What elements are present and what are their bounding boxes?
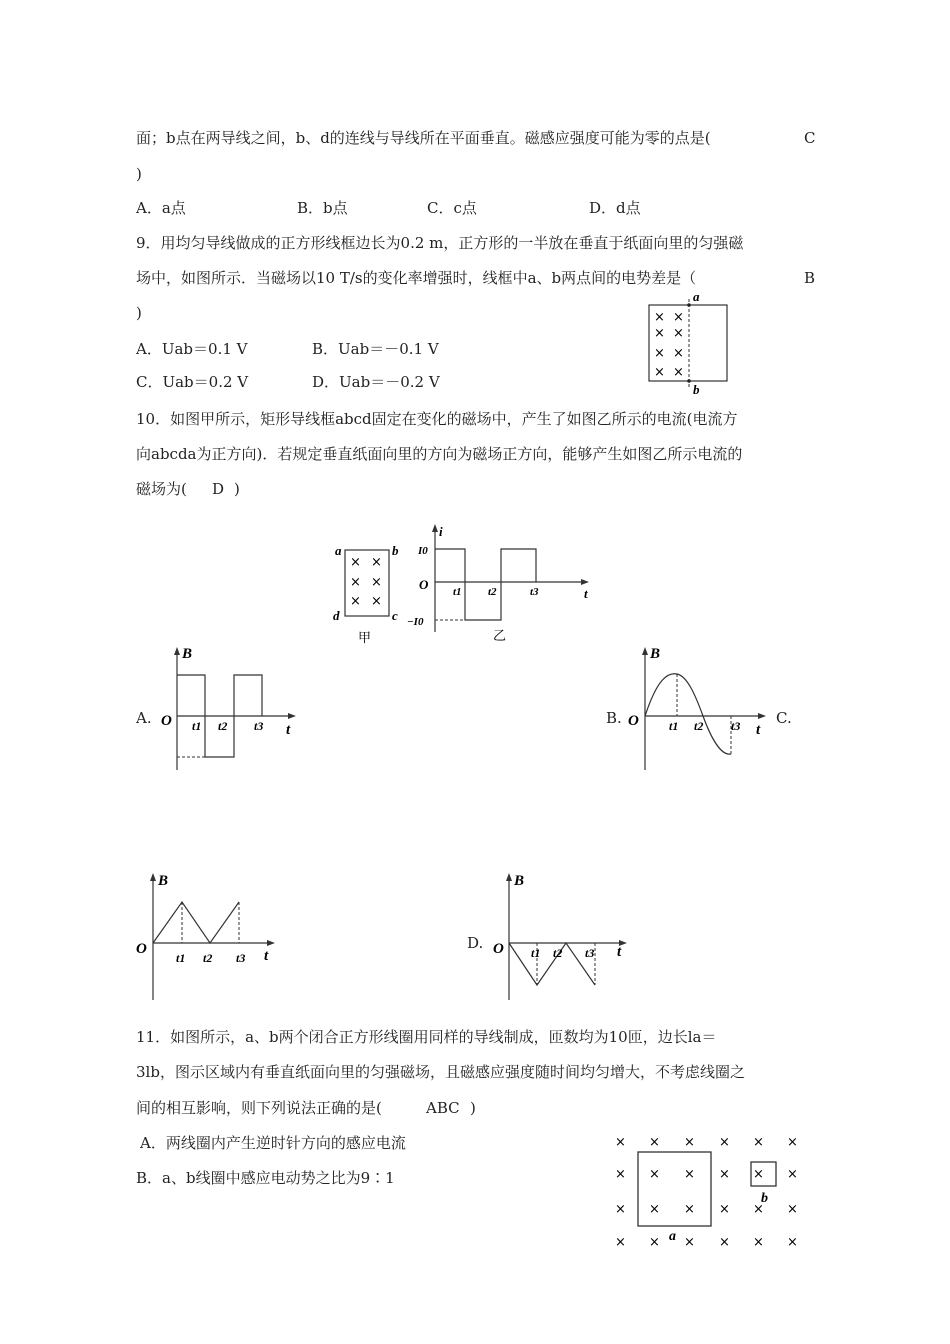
q11-label-a: a [669,1229,676,1244]
svg-text:×: × [787,1235,798,1250]
svg-text:×: × [719,1235,730,1250]
q8-option-d: D．d点 [589,199,641,217]
q10-answer: D [212,480,225,498]
svg-text:t2: t2 [553,946,563,960]
q9-label-a: a [693,289,700,304]
q9-option-a: A．Uab＝0.1 V [136,340,248,358]
svg-text:×: × [654,365,665,380]
svg-text:t3: t3 [530,586,539,598]
q9-square-loop-figure [640,289,740,397]
svg-text:t: t [617,944,622,960]
svg-text:t: t [756,722,761,738]
q11-option-b: B．a、b线圈中感应电动势之比为9∶1 [136,1169,395,1187]
svg-text:×: × [787,1135,798,1150]
svg-text:×: × [684,1135,695,1150]
q10-figure-jia [330,540,410,650]
svg-text:×: × [753,1135,764,1150]
q9-stem-line-1: 9．用均匀导线做成的正方形线框边长为0.2 m，正方形的一半放在垂直于纸面向里的匀强磁 [136,234,744,252]
q8-answer: C [804,129,816,147]
q11-close-paren: ) [470,1099,476,1117]
svg-text:×: × [615,1202,626,1217]
q9-option-b: B．Uab＝－0.1 V [312,340,439,358]
svg-text:×: × [350,594,361,609]
q9-field-crosses [654,310,684,380]
svg-text:O: O [161,713,172,729]
q11-stem-line-1: 11．如图所示，a、b两个闭合正方形线圈用同样的导线制成，匝数均为10匝，边长la＝ [136,1028,717,1046]
svg-text:×: × [649,1135,660,1150]
q11-stem-line-3: 间的相互影响，则下列说法正确的是( [136,1099,382,1117]
svg-text:I0: I0 [418,545,428,557]
svg-text:i: i [439,524,443,539]
svg-text:×: × [654,310,665,325]
jia-caption: 甲 [358,631,372,646]
q10-stem-line-3: 磁场为( [136,480,187,498]
svg-text:×: × [371,555,382,570]
svg-text:×: × [787,1167,798,1182]
svg-text:×: × [654,346,665,361]
svg-text:t2: t2 [218,719,228,733]
svg-text:O: O [628,713,639,729]
svg-text:×: × [673,310,684,325]
yi-current-curve [435,549,536,620]
svg-text:B: B [650,646,661,662]
svg-text:t1: t1 [176,951,186,965]
svg-text:×: × [719,1135,730,1150]
q9-close-paren: ) [136,304,142,322]
svg-text:b: b [392,543,399,558]
q10-option-c-label: C. [776,709,792,727]
svg-text:×: × [673,346,684,361]
svg-text:×: × [649,1235,660,1250]
svg-text:O: O [493,941,504,957]
q11-option-a: A．两线圈内产生逆时针方向的感应电流 [140,1134,406,1152]
q10-stem-line-2: 向abcda为正方向)．若规定垂直纸面向里的方向为磁场正方向，能够产生如图乙所示电流的 [136,445,743,463]
q8-option-a: A．a点 [136,199,186,217]
q10-option-d-graph [490,865,640,1005]
svg-text:t2: t2 [203,951,213,965]
q11-stem-line-2: 3lb，图示区域内有垂直纸面向里的匀强磁场，且磁感应强度随时间均匀增大，不考虑线圈之 [136,1063,745,1081]
svg-text:−I0: −I0 [407,616,424,628]
q10-close-paren: ) [234,480,240,498]
svg-text:d: d [333,608,340,623]
svg-text:×: × [684,1202,695,1217]
svg-text:t: t [584,586,588,601]
svg-text:×: × [673,326,684,341]
svg-text:×: × [615,1135,626,1150]
svg-text:×: × [649,1167,660,1182]
svg-text:×: × [684,1167,695,1182]
svg-text:×: × [753,1202,764,1217]
q10-option-c-graph [130,865,290,1005]
svg-text:×: × [719,1167,730,1182]
svg-text:B: B [182,646,193,662]
svg-text:B: B [514,873,525,889]
q10-stem-line-1: 10．如图甲所示，矩形导线框abcd固定在变化的磁场中，产生了如图乙所示的电流(电流方 [136,410,738,428]
svg-text:×: × [350,555,361,570]
svg-text:×: × [654,326,665,341]
svg-text:O: O [136,941,147,957]
svg-text:t: t [264,948,269,964]
svg-text:t3: t3 [585,946,595,960]
svg-text:×: × [719,1202,730,1217]
svg-text:×: × [371,575,382,590]
svg-text:t2: t2 [488,586,497,598]
q8-option-b: B．b点 [297,199,348,217]
svg-text:O: O [419,577,429,592]
q11-label-b: b [761,1191,768,1206]
svg-text:×: × [753,1235,764,1250]
svg-text:×: × [350,575,361,590]
svg-text:×: × [649,1202,660,1217]
q10-option-b-label: B. [606,709,622,727]
q9-option-d: D．Uab＝－0.2 V [312,373,440,391]
q10-figure-yi [405,522,600,647]
svg-text:c: c [392,608,398,623]
svg-text:×: × [787,1202,798,1217]
q9-option-c: C．Uab＝0.2 V [136,373,249,391]
svg-text:t2: t2 [694,719,704,733]
q10-option-b-graph [625,642,775,777]
svg-text:×: × [371,594,382,609]
svg-text:t3: t3 [254,719,264,733]
q8-close-paren: ) [136,165,142,183]
yi-caption: 乙 [493,629,507,644]
q9-stem-line-2: 场中，如图所示．当磁场以10 T/s的变化率增强时，线框中a、b两点间的电势差是（ [136,269,697,287]
svg-text:t3: t3 [236,951,246,965]
q9-answer: B [804,269,816,287]
q10-option-a-label: A. [136,709,152,727]
q9-label-b: b [693,382,700,397]
svg-text:×: × [615,1167,626,1182]
svg-text:t: t [286,722,291,738]
svg-text:t1: t1 [192,719,202,733]
svg-text:×: × [615,1235,626,1250]
q11-loops-figure [605,1128,810,1256]
svg-text:B: B [158,873,169,889]
svg-text:t1: t1 [669,719,679,733]
q10-option-d-label: D. [467,934,484,952]
svg-text:×: × [673,365,684,380]
q8-option-c: C．c点 [427,199,477,217]
svg-text:×: × [753,1167,764,1182]
q8-stem-line: 面；b点在两导线之间，b、d的连线与导线所在平面垂直。磁感应强度可能为零的点是( [136,129,711,147]
svg-text:t1: t1 [531,946,541,960]
svg-text:t3: t3 [731,719,741,733]
q10-option-a-graph [155,642,305,777]
q11-answer: ABC [426,1099,460,1117]
svg-text:t1: t1 [453,586,462,598]
svg-text:a: a [335,543,342,558]
svg-text:×: × [684,1235,695,1250]
